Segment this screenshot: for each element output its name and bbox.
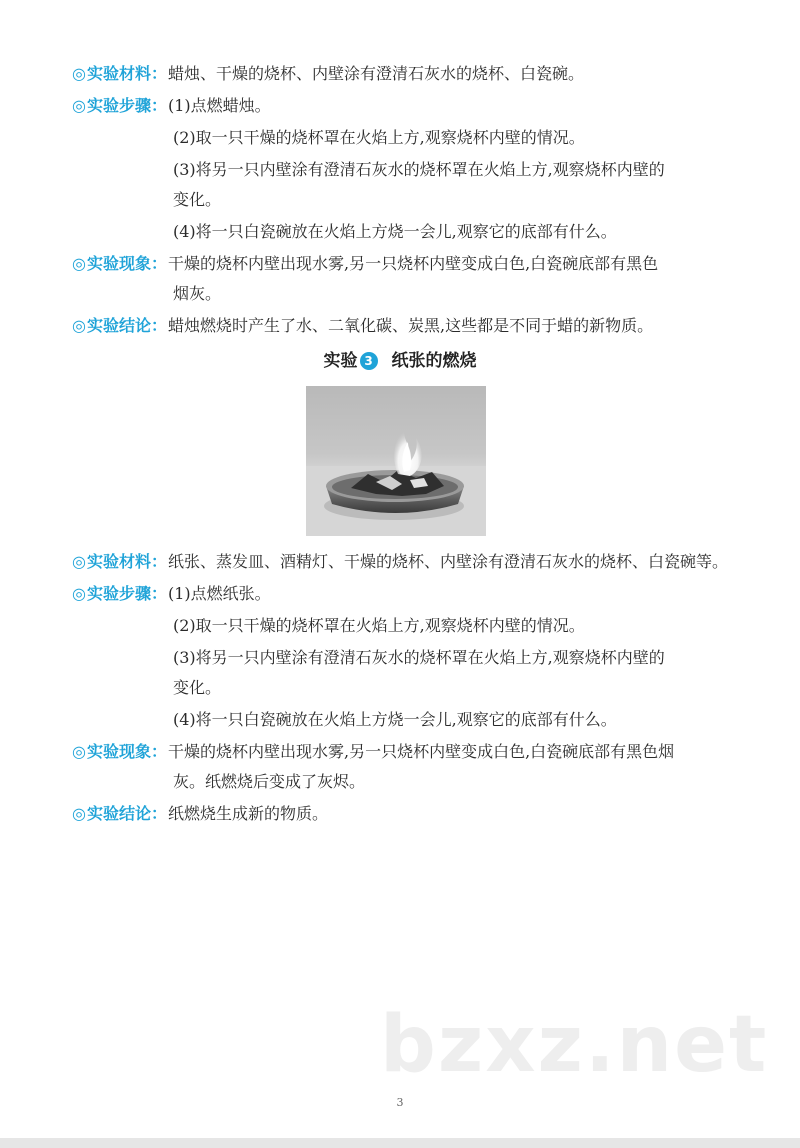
phenomena-label: ◎实验现象：	[72, 254, 167, 273]
steps-row	[72, 584, 740, 604]
conclusion-label: ◎实验结论：	[72, 804, 167, 823]
materials-row	[72, 64, 740, 84]
experiment-number-badge: 3	[360, 352, 378, 370]
steps-label: ◎实验步骤：	[72, 96, 167, 115]
conclusion-row	[72, 316, 740, 336]
step-text: (1)点燃纸张。	[168, 584, 271, 603]
phenomena-text: 灰。纸燃烧后变成了灰烬。	[173, 772, 366, 791]
step-text: (4)将一只白瓷碗放在火焰上方烧一会儿,观察它的底部有什么。	[173, 222, 617, 241]
materials-label: ◎实验材料：	[72, 552, 167, 571]
experiment-prefix: 实验	[323, 351, 358, 371]
circle-bullet-icon: ◎	[72, 552, 86, 571]
circle-bullet-icon: ◎	[72, 64, 86, 83]
step-text: (2)取一只干燥的烧杯罩在火焰上方,观察烧杯内壁的情况。	[173, 616, 585, 635]
steps-row	[72, 96, 740, 116]
phenomena-row	[72, 742, 740, 762]
conclusion-label: ◎实验结论：	[72, 316, 167, 335]
step-text: (4)将一只白瓷碗放在火焰上方烧一会儿,观察它的底部有什么。	[173, 710, 617, 729]
page-number: 3	[396, 1096, 404, 1109]
circle-bullet-icon: ◎	[72, 584, 86, 603]
burning-paper-photo	[306, 386, 486, 536]
phenomena-text: 干燥的烧杯内壁出现水雾,另一只烧杯内壁变成白色,白瓷碗底部有黑色	[168, 254, 659, 273]
step-text: (1)点燃蜡烛。	[168, 96, 271, 115]
materials-text: 蜡烛、干燥的烧杯、内壁涂有澄清石灰水的烧杯、白瓷碗。	[168, 64, 585, 83]
circle-bullet-icon: ◎	[72, 316, 86, 335]
materials-label: ◎实验材料：	[72, 64, 167, 83]
steps-label: ◎实验步骤：	[72, 584, 167, 603]
phenomena-text: 干燥的烧杯内壁出现水雾,另一只烧杯内壁变成白色,白瓷碗底部有黑色烟	[168, 742, 675, 761]
step-text: (2)取一只干燥的烧杯罩在火焰上方,观察烧杯内壁的情况。	[173, 128, 585, 147]
burning-paper-illustration	[306, 386, 486, 536]
step-text: 变化。	[173, 190, 222, 209]
step-text: 变化。	[173, 678, 222, 697]
phenomena-label: ◎实验现象：	[72, 742, 167, 761]
experiment-title	[0, 346, 800, 371]
viewer-bottom-bar	[0, 1138, 800, 1148]
materials-text: 纸张、蒸发皿、酒精灯、干燥的烧杯、内壁涂有澄清石灰水的烧杯、白瓷碗等。	[168, 552, 729, 571]
circle-bullet-icon: ◎	[72, 804, 86, 823]
materials-row	[72, 552, 740, 572]
conclusion-text: 蜡烛燃烧时产生了水、二氧化碳、炭黑,这些都是不同于蜡的新物质。	[168, 316, 654, 335]
circle-bullet-icon: ◎	[72, 742, 86, 761]
step-text: (3)将另一只内壁涂有澄清石灰水的烧杯罩在火焰上方,观察烧杯内壁的	[173, 648, 665, 667]
conclusion-text: 纸燃烧生成新的物质。	[168, 804, 329, 823]
step-text: (3)将另一只内壁涂有澄清石灰水的烧杯罩在火焰上方,观察烧杯内壁的	[173, 160, 665, 179]
phenomena-row	[72, 254, 740, 274]
conclusion-row	[72, 804, 740, 824]
circle-bullet-icon: ◎	[72, 254, 86, 273]
experiment-title-text: 纸张的燃烧	[391, 351, 477, 371]
phenomena-text: 烟灰。	[173, 284, 222, 303]
watermark: bzxz.net	[380, 1000, 769, 1090]
circle-bullet-icon: ◎	[72, 96, 86, 115]
